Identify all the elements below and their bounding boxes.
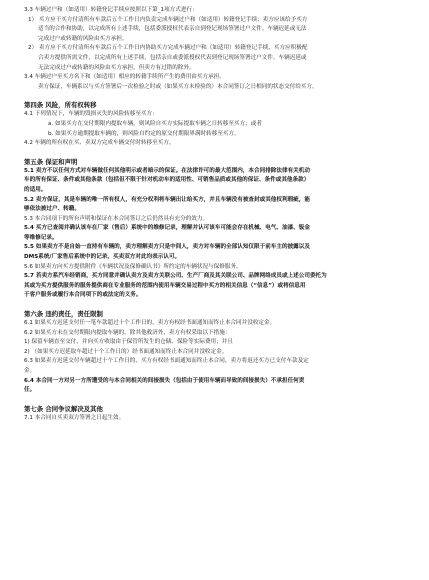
section-4-heading: 第四条 风险，所有权转移 [24,101,97,110]
clause-5-2-line-1: 5.2 卖方保证，其是车辆的唯一所有权人，有充分权利将车辆出让给买方，并且车辆没有被查封或其他权利瑕疵，能 [24,196,310,203]
section-7-heading: 第七条 合同争议解决及其他 [24,404,103,413]
clause-6-2: 6.2 如果买方未在交付期限内提取车辆的，除其他救济外，卖方有权采取以下措施： [24,329,231,336]
clause-5-4-line-2: 等维修记录。 [24,234,58,241]
clause-4-2: 4.2 车辆的所有权在买、卖双方完成车辆交付时转移至买方。 [24,140,175,147]
clause-5-3: 5.3 本合同项下的所有声明和保证在本合同签订之后仍然具有充分的效力。 [24,215,209,222]
clause-5-4-line-1: 5.4 买方已查阅并确认该车在厂家（售后）系统中的维修记录，理解并认可该车可能会存在机械、电气、油漆、钣金 [24,225,310,232]
clause-7-1: 7.1 本合同自买卖双方签署之日起生效。 [24,414,125,421]
clause-5-7-line-1: 5.7 若卖方系汽车经销商，买方同意并确认卖方及卖方关联公司、生产厂商及其关联公司、品牌网络成员或上述公司委托为 [24,273,327,280]
clause-5-7-line-2: 其或为买方提供服务的服务提供商在专业服务的范围内使用车辆交易过程中买方的相关信息（“信息”）或将信息用 [24,282,306,289]
clause-3-3-option-2-line-2: 合卖方提供所需文件，以完成所有上述手续，包括亲自或委派授权代表到登记现场签署过户文件。车辆迟延或 [38,54,307,61]
clause-6-2-item-2: 2) （如果买方迟延取车超过十个工作日的）经书面通知而终止本合同并没收定金。 [24,348,228,355]
clause-6-3-line-2: 金。 [24,368,36,374]
clause-3-3-option-1-line-2: 适当的合作和协助，以完成所有上述手续，包括委派授权代表亲自到登记现场签署过户文件。车辆迟延或无法 [38,26,307,33]
clause-5-5-line-1: 5.5 如果卖方不是自始一直持有车辆的，卖方理解卖方只是中间人，卖方对车辆的全部认知仅限于前车主的披露以及 [24,244,310,251]
clause-5-2-line-2: 够依法被过户、转籍。 [24,206,80,213]
clause-5-5-line-2: DMS系统/厂家售后系统中的记录，买卖双方对此均表示认可。 [24,254,181,261]
clause-5-1-line-3: 的适用。 [24,186,47,193]
clause-5-1-line-2: 车的所有保证、条件或其他条款（包括但不限于针对机动车的适用性、可销售品质或其他的保证、条件或其他条款） [24,177,310,184]
clause-6-1: 6.1 如果买方迟延支付任一笔车款超过十个工作日的，卖方有权经书面通知而终止本合同并没收定金。 [24,320,276,327]
clause-6-4-line-1: 6.4 本合同一方对另一方所遭受的与本合同相关的间接损失（包括由于使用车辆而导致的间接损失）不承担任何责 [24,377,305,384]
clause-6-2-item-1: 1) 保留车辆直至交付，并向买方收取由于保管所发生的仓储、保险等实际费用；并且 [24,339,233,346]
clause-4-1-a: a. 如果买方在交付期限内提取车辆，则风险自买方实际提取车辆之日转移至买方；或者 [48,120,262,127]
clause-6-3-line-1: 6.3 如果卖方迟延交付车辆超过十个工作日的，买方有权经书面通知而终止本合同，卖方将返还买方已支付车款及定 [24,358,309,365]
clause-5-7-line-3: 于客户服务或履行本合同项下的或法定的义务。 [24,292,142,299]
section-5-heading: 第五条 保证和声明 [24,157,78,166]
clause-5-6: 5.6 如果卖方向买方提供附件《车辆状况及保修确认书》所约定的车辆状况与保修服务。 [24,263,242,270]
clause-4-1-b: b. 如果买方逾期提取车辆的，则风险自约定的原交付期限界满时转移至买方。 [48,130,240,137]
clause-3-4-line-2: 卖方保证，车辆系以与买方签署后一次检验之时或（如果买方未检验的）本合同签订之日相同的状态交付给买方。 [38,83,318,90]
clause-5-1-line-1: 5.1 卖方不以任何方式对车辆做任何其他明示或者暗示的保证。在法律许可的最大范围内，本合同排除法律有关机动 [24,167,310,174]
clause-3-3-option-2-line-3: 无法完成过户或转籍的风险由买方承担，但卖方有过错的除外。 [38,64,195,71]
clause-3-3-option-2-line-1: 2） 卖方应于买方付清所有车款后五个工作日内协助买方完成车辆过户和（如适用）转籍登记手续，买方应积极配 [28,45,308,52]
clause-3-3-option-1-line-3: 完成过户或转籍的风险由买方承担。 [38,35,128,42]
section-6-heading: 第六条 违约责任，责任限制 [24,310,103,319]
clause-4-1: 4.1 下列情况下，车辆的毁损灭失的风险转移至买方： [24,111,158,118]
clause-6-4-line-2: 任。 [24,387,36,394]
clause-3-3-option-1-line-1: 1） 买方应于买方付清所有车款后五个工作日内负责完成车辆过户和（如适用）转籍登记手续；卖方应该给予买方 [28,16,308,23]
clause-3-4-line-1: 3.4 车辆过户至买方名下和（如适用）相应的转籍手续所产生的费用由买方承担。 [24,74,225,81]
clause-3-3: 3.3 车辆过户和（如适用）转籍登记手续应按照以下第_1项方式进行： [24,7,198,13]
